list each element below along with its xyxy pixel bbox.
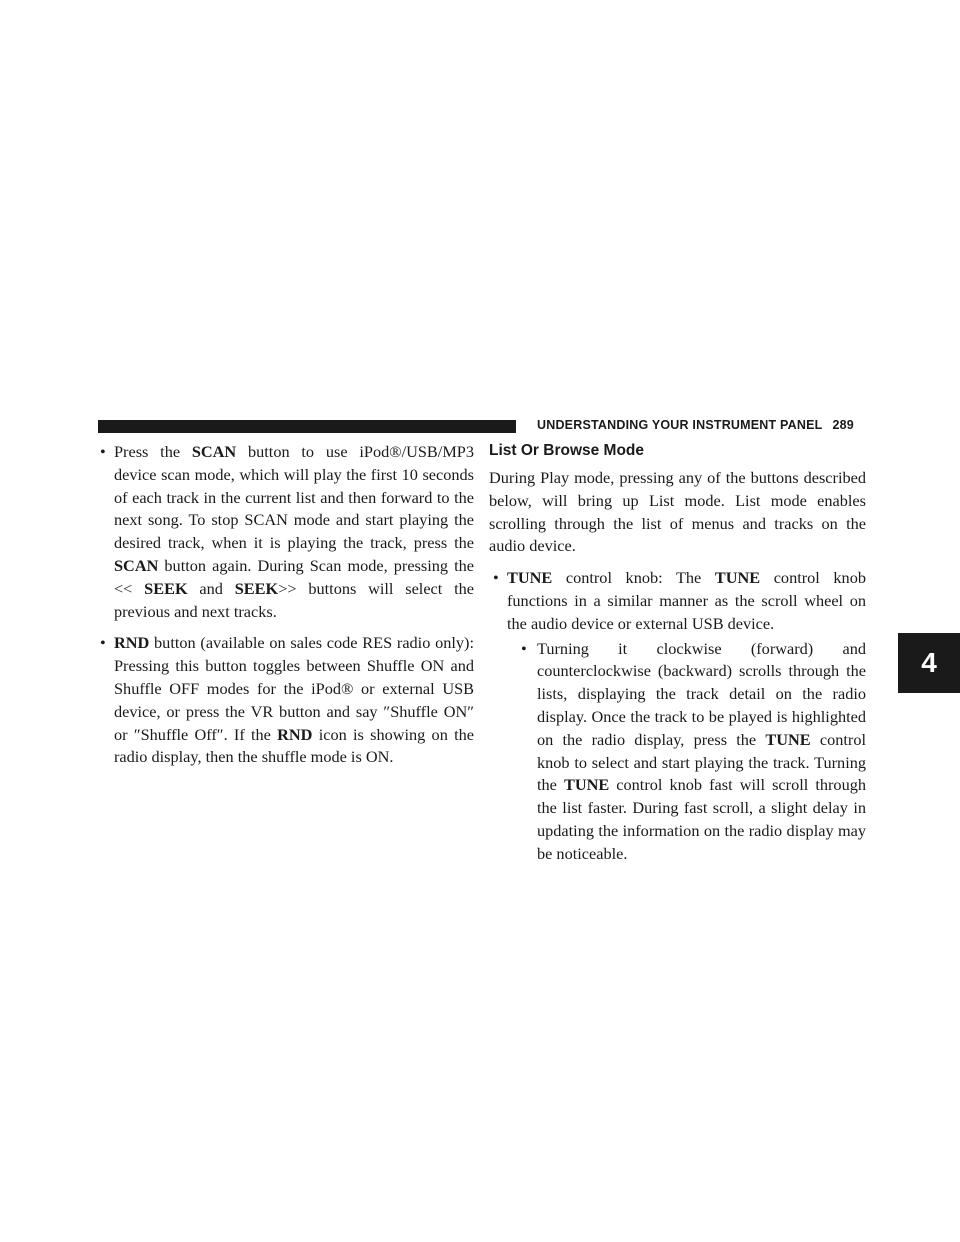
text: and [187,578,235,598]
section-title: UNDERSTANDING YOUR INSTRUMENT PANEL [537,418,823,432]
bullet-icon: • [100,633,106,653]
text: button (available on sales code RES radio only): Pressing this button toggles between Shuffle ON and Shuffle OFF modes for the iPod® or external USB device, or press the VR button and say ″Shuffle ON″ or ″Shuffle Off″. If the [114,633,474,744]
text: icon is showing on the radio display, then the shuffle mode is ON. [114,724,474,767]
text: control knob fast will scroll through the list faster. During fast scroll, a slight delay in updating the information on the radio display may be noticeable. [537,775,866,863]
term-seek: SEEK [144,578,188,598]
section-heading: List Or Browse Mode [489,442,645,459]
right-column [489,441,866,866]
term-tune: TUNE [563,775,610,795]
term-tune: TUNE [765,729,811,749]
chapter-tab: 4 [898,633,960,693]
term-rnd: RND [114,633,150,653]
text: button again. During Scan mode, pressing the << [114,555,474,598]
bullet-icon: • [493,568,499,588]
page-number: 289 [832,418,854,432]
text: control knob to select and start playing the track. Turning the [537,729,867,795]
left-column [96,441,474,769]
header-rule [98,420,516,433]
term-scan: SCAN [191,442,237,461]
term-tune: TUNE [507,568,553,588]
text: control knob: The [552,568,715,588]
list-item-rnd [96,632,474,769]
text: button to use iPod®/USB/MP3 device scan mode, which will play the first 10 seconds of each track in the current list and then forward to the next song. To stop SCAN mode and start playing the desired track, when it is playing the track, press the [114,442,474,553]
text: >> buttons will select the previous and next tracks. [114,578,475,621]
bullet-icon: • [100,442,106,461]
term-seek: SEEK [234,578,279,598]
list-item-scan [96,441,474,623]
list-item-tune [489,567,866,635]
term-rnd: RND [277,724,313,744]
term-tune: TUNE [714,568,761,588]
bullet-icon: • [521,638,527,658]
term-scan: SCAN [114,555,159,575]
text: Press the [114,442,192,461]
intro-paragraph: During Play mode, pressing any of the buttons described below, will bring up List mode. List mode enables scrolling through the list of menus and tracks on the audio device. [489,468,866,556]
text: Turning it clockwise (forward) and counterclockwise (backward) scrolls through the lists, displaying the track detail on the radio display. Once the track to be played is highlighted on the radio display, press the [537,638,866,749]
sub-list-item-turning [489,638,866,866]
running-header [537,418,854,432]
text: control knob functions in a similar manner as the scroll wheel on the audio device or external USB device. [507,568,866,633]
